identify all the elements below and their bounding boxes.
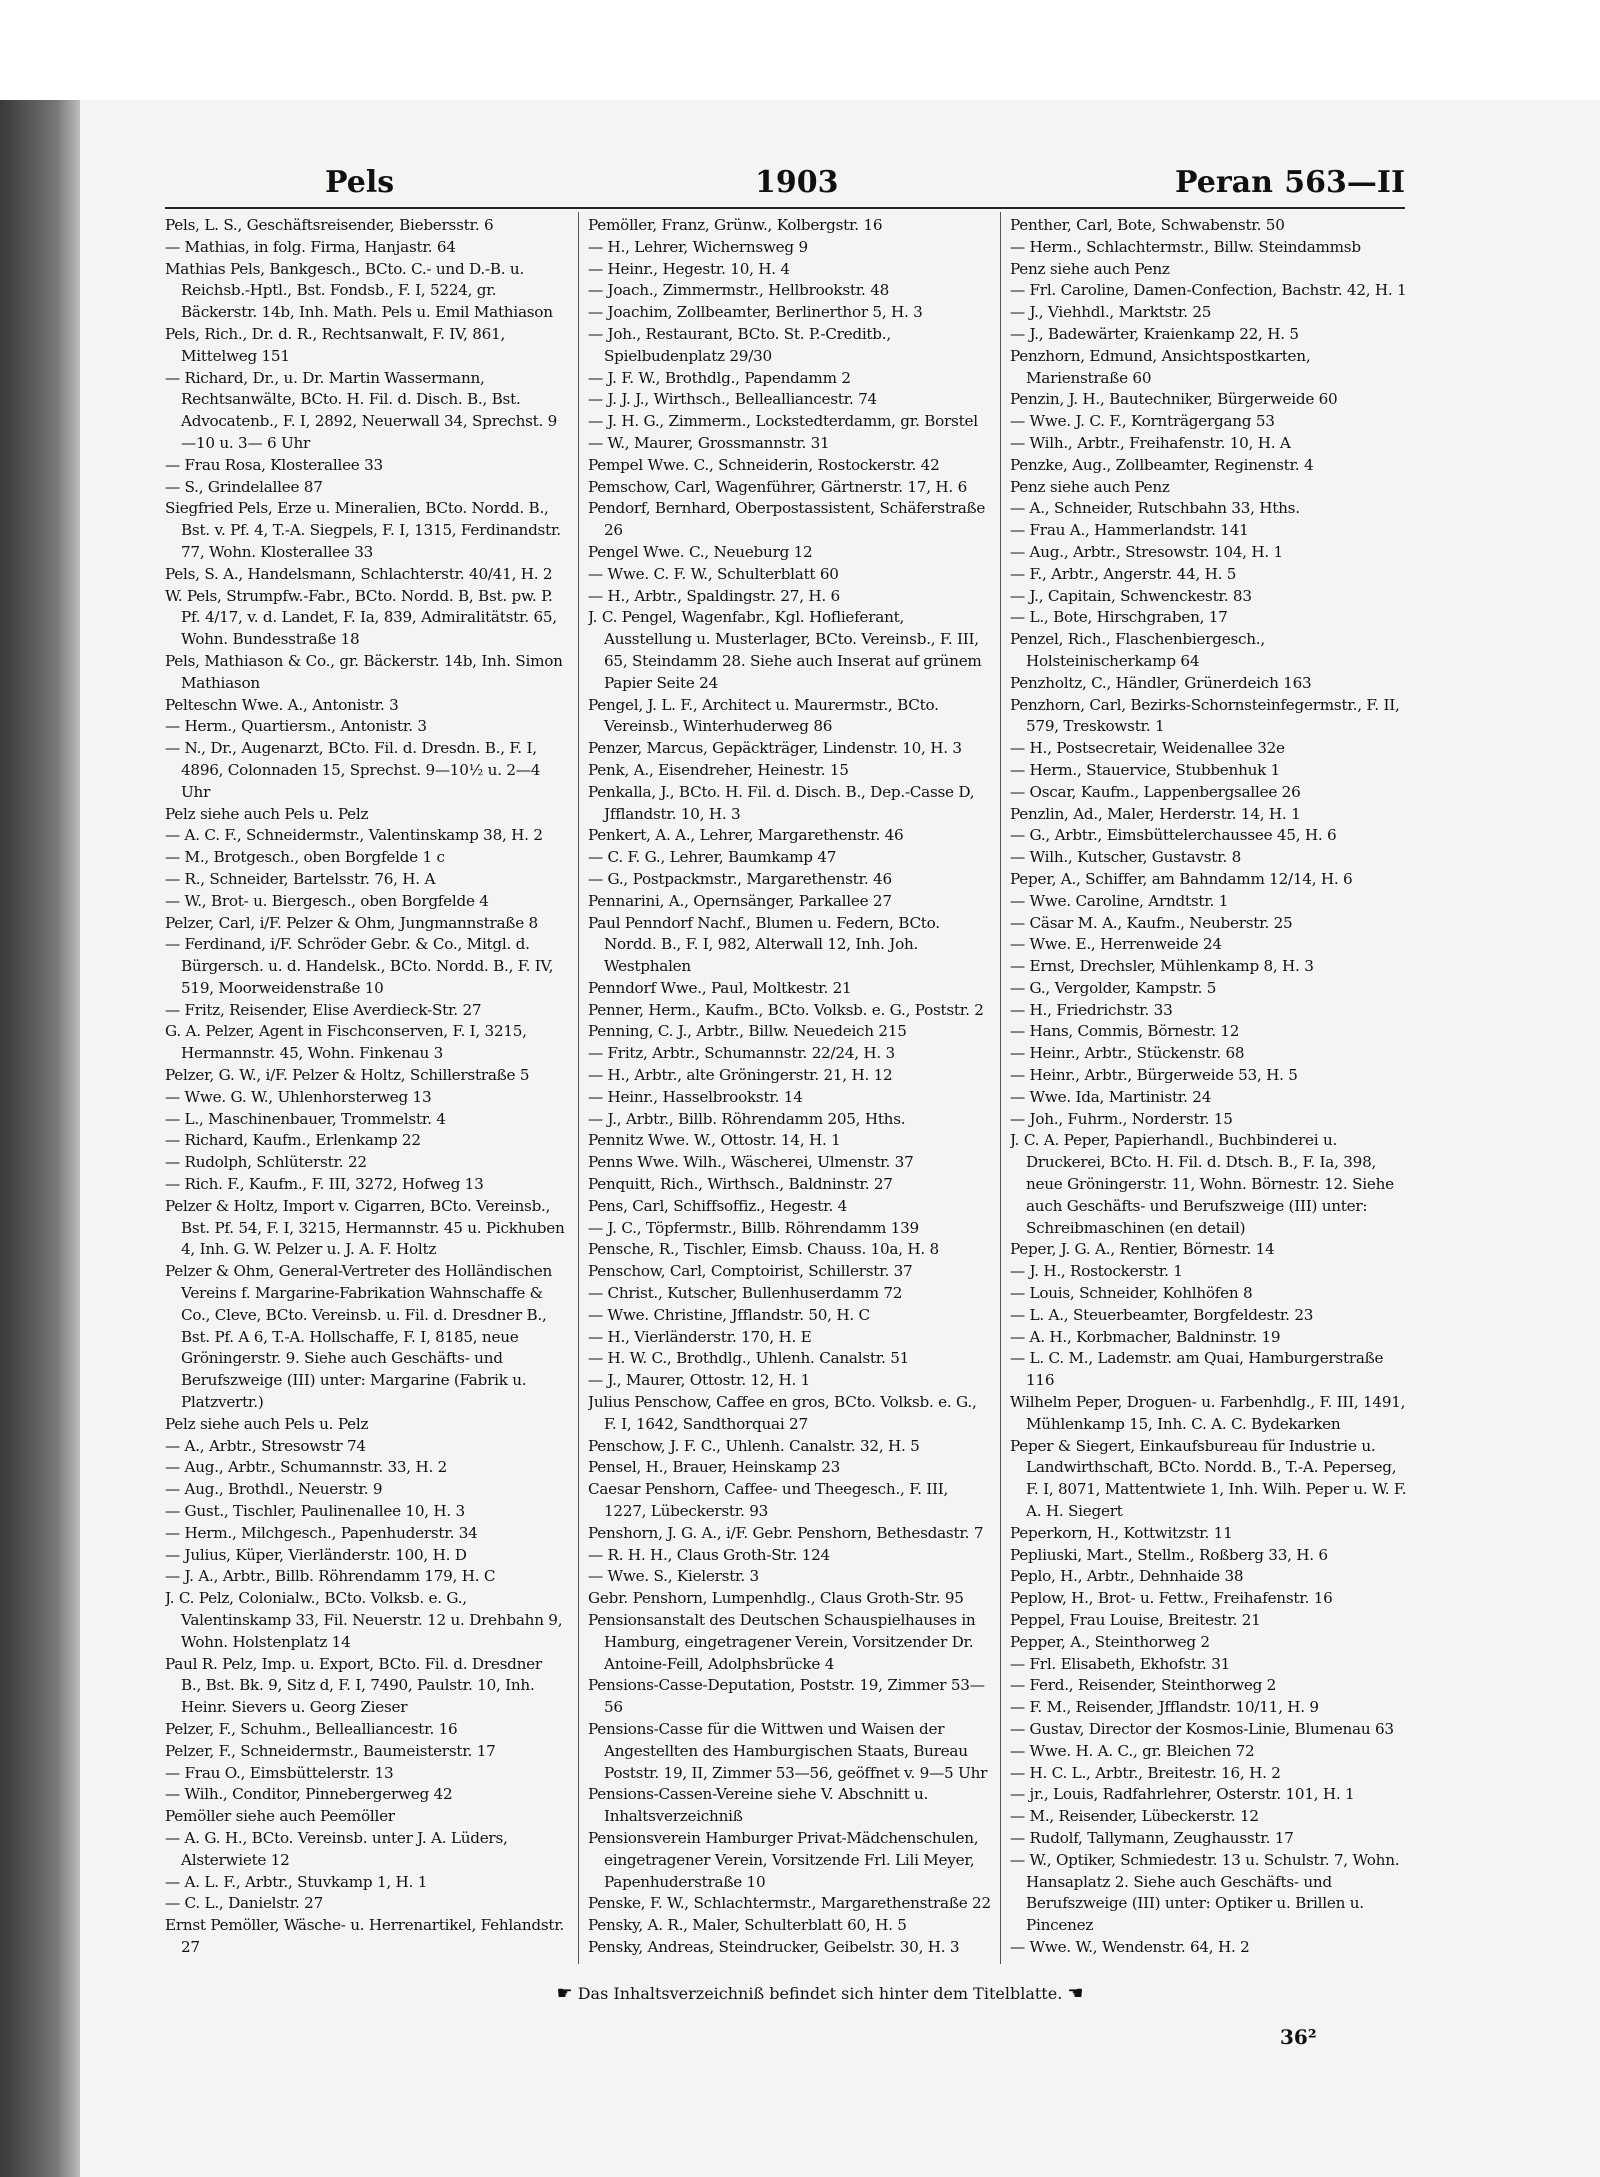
directory-entry: — Aug., Arbtr., Stresowstr. 104, H. 1 bbox=[1010, 542, 1283, 561]
directory-entry: Pengel, J. L. F., Architect u. Maurermstr., BCto. Vereinsb., Winterhuderweg 86 bbox=[588, 695, 939, 736]
directory-entry: — jr., Louis, Radfahrlehrer, Osterstr. 101, H. 1 bbox=[1010, 1785, 1355, 1804]
directory-entry: — Herm., Stauervice, Stubbenhuk 1 bbox=[1010, 760, 1281, 779]
directory-entry: — R., Schneider, Bartelsstr. 76, H. A bbox=[165, 869, 436, 888]
directory-entry: Pensionsverein Hamburger Privat-Mädchenschulen, eingetragener Verein, Vorsitzende Frl. Lili Meyer, Papenhuderstraße 10 bbox=[588, 1828, 979, 1891]
directory-entry: Penns Wwe. Wilh., Wäscherei, Ulmenstr. 37 bbox=[588, 1153, 914, 1172]
directory-entry: Caesar Penshorn, Caffee- und Theegesch., F. III, 1227, Lübeckerstr. 93 bbox=[588, 1480, 949, 1521]
directory-entry: Pelzer, Carl, i/F. Pelzer & Ohm, Jungmannstraße 8 bbox=[165, 913, 538, 932]
directory-entry: Pensche, R., Tischler, Eimsb. Chauss. 10a, H. 8 bbox=[588, 1240, 939, 1259]
directory-entry: — H., Arbtr., alte Gröningerstr. 21, H. 12 bbox=[588, 1066, 893, 1085]
directory-entry: J. C. Pengel, Wagenfabr., Kgl. Hoflieferant, Ausstellung u. Musterlager, BCto. Vereinsb., F. III, 65, Steindamm 28. Siehe auch Inserat auf grünem Papier Seite 24 bbox=[588, 608, 982, 692]
directory-entry: Julius Penschow, Caffee en gros, BCto. Volksb. e. G., F. I, 1642, Sandthorquai 27 bbox=[588, 1393, 977, 1433]
directory-entry: Pelzer & Holtz, Import v. Cigarren, BCto. Vereinsb., Bst. Pf. 54, F. I, 3215, Hermannstr. 45 u. Pickhuben 4, Inh. G. W. Pelzer u. J. A. F. Holtz bbox=[165, 1196, 565, 1259]
directory-entry: Pensions-Casse-Deputation, Poststr. 19, Zimmer 53—56 bbox=[588, 1676, 985, 1717]
directory-entry: — Louis, Schneider, Kohlhöfen 8 bbox=[1010, 1284, 1253, 1303]
footer-note bbox=[470, 1983, 1170, 2009]
directory-entry: — A., Schneider, Rutschbahn 33, Hths. bbox=[1010, 499, 1300, 518]
directory-entry: Pelzer, F., Schneidermstr., Baumeisterstr. 17 bbox=[165, 1741, 496, 1760]
directory-entry: — M., Reisender, Lübeckerstr. 12 bbox=[1010, 1807, 1259, 1826]
directory-entry: — G., Postpackmstr., Margarethenstr. 46 bbox=[588, 869, 892, 888]
directory-entry: Pelz siehe auch Pels u. Pelz bbox=[165, 1414, 369, 1433]
directory-entry: W. Pels, Strumpfw.-Fabr., BCto. Nordd. B, Bst. pw. P. Pf. 4/17, v. d. Landet, F. Ia, 839, Admiralitätstr. 65, Wohn. Bundesstraße 18 bbox=[165, 586, 557, 649]
directory-entry: — Heinr., Hegestr. 10, H. 4 bbox=[588, 259, 790, 278]
directory-entry: — Wilh., Arbtr., Freihafenstr. 10, H. A bbox=[1010, 433, 1291, 452]
directory-entry: — Heinr., Hasselbrookstr. 14 bbox=[588, 1087, 803, 1106]
directory-entry: Penther, Carl, Bote, Schwabenstr. 50 bbox=[1010, 216, 1285, 234]
directory-entry: — Rudolph, Schlüterstr. 22 bbox=[165, 1153, 367, 1172]
directory-entry: — Heinr., Arbtr., Bürgerweide 53, H. 5 bbox=[1010, 1066, 1298, 1085]
directory-entry: — Joh., Restaurant, BCto. St. P.-Creditb., Spielbudenplatz 29/30 bbox=[588, 324, 891, 365]
pointing-hand-left-icon: ☚ bbox=[1067, 1983, 1084, 2004]
directory-entry: Penzhorn, Carl, Bezirks-Schornsteinfegermstr., F. II, 579, Treskowstr. 1 bbox=[1010, 695, 1400, 736]
directory-entry: — Ernst, Drechsler, Mühlenkamp 8, H. 3 bbox=[1010, 957, 1314, 976]
directory-entry: — A., Arbtr., Stresowstr 74 bbox=[165, 1436, 366, 1455]
directory-entry: Mathias Pels, Bankgesch., BCto. C.- und D.-B. u. Reichsb.-Hptl., Bst. Fondsb., F. I, 5224, gr. Bäckerstr. 14b, Inh. Math. Pels u. Emil Mathiason bbox=[165, 259, 553, 322]
column-divider-1 bbox=[578, 212, 579, 1964]
directory-entry: — Heinr., Arbtr., Stückenstr. 68 bbox=[1010, 1044, 1245, 1063]
directory-entry: Pendorf, Bernhard, Oberpostassistent, Schäferstraße 26 bbox=[588, 499, 986, 540]
directory-entry: — H., Lehrer, Wichernsweg 9 bbox=[588, 237, 808, 256]
directory-entry: Pels, L. S., Geschäftsreisender, Biebersstr. 6 bbox=[165, 216, 494, 234]
directory-entry: — Joachim, Zollbeamter, Berlinerthor 5, H. 3 bbox=[588, 303, 923, 322]
directory-entry: Gebr. Penshorn, Lumpenhdlg., Claus Groth-Str. 95 bbox=[588, 1589, 964, 1608]
directory-entry: Penzin, J. H., Bautechniker, Bürgerweide 60 bbox=[1010, 390, 1338, 409]
directory-entry: Pemschow, Carl, Wagenführer, Gärtnerstr. 17, H. 6 bbox=[588, 477, 967, 496]
directory-entry: — Joach., Zimmermstr., Hellbrookstr. 48 bbox=[588, 281, 890, 300]
directory-entry: — Wwe. Christine, Jfflandstr. 50, H. C bbox=[588, 1305, 870, 1324]
directory-entry: Pens, Carl, Schiffsoffiz., Hegestr. 4 bbox=[588, 1196, 848, 1215]
directory-entry: — J., Badewärter, Kraienkamp 22, H. 5 bbox=[1010, 324, 1299, 343]
directory-entry: — G., Arbtr., Eimsbüttelerchaussee 45, H. 6 bbox=[1010, 826, 1337, 845]
directory-entry: — Aug., Brothdl., Neuerstr. 9 bbox=[165, 1480, 383, 1499]
directory-column-1 bbox=[165, 215, 565, 1960]
directory-entry: Penndorf Wwe., Paul, Moltkestr. 21 bbox=[588, 978, 852, 997]
directory-entry: Pels, Rich., Dr. d. R., Rechtsanwalt, F. IV, 861, Mittelweg 151 bbox=[165, 324, 506, 365]
directory-entry: Pensions-Cassen-Vereine siehe V. Abschnitt u. Inhaltsverzeichniß bbox=[588, 1785, 929, 1826]
directory-entry: Wilhelm Peper, Droguen- u. Farbenhdlg., F. III, 1491, Mühlenkamp 15, Inh. C. A. C. Bydekarken bbox=[1010, 1393, 1406, 1433]
directory-entry: — Richard, Kaufm., Erlenkamp 22 bbox=[165, 1131, 421, 1150]
signature-mark: 36² bbox=[1280, 2025, 1317, 2049]
directory-entry: — Rudolf, Tallymann, Zeughausstr. 17 bbox=[1010, 1828, 1294, 1847]
directory-entry: — Joh., Fuhrm., Norderstr. 15 bbox=[1010, 1109, 1233, 1128]
directory-entry: — M., Brotgesch., oben Borgfelde 1 c bbox=[165, 848, 445, 867]
directory-entry: — Ferd., Reisender, Steinthorweg 2 bbox=[1010, 1676, 1277, 1695]
directory-entry: Penschow, Carl, Comptoirist, Schillerstr. 37 bbox=[588, 1262, 913, 1281]
directory-entry bbox=[588, 1959, 993, 1960]
header-last-name: Peran bbox=[1175, 165, 1273, 200]
directory-entry: — Wwe. W., Wendenstr. 64, H. 2 bbox=[1010, 1937, 1250, 1956]
directory-entry: Paul R. Pelz, Imp. u. Export, BCto. Fil. d. Dresdner B., Bst. Bk. 9, Sitz d, F. I, 7490, Paulstr. 10, Inh. Heinr. Sievers u. Georg Zieser bbox=[165, 1654, 542, 1717]
directory-entry: Penzhorn, Edmund, Ansichtspostkarten, Marienstraße 60 bbox=[1010, 346, 1311, 387]
directory-entry: — L. A., Steuerbeamter, Borgfeldestr. 23 bbox=[1010, 1305, 1314, 1324]
directory-entry: — Wwe. C. F. W., Schulterblatt 60 bbox=[588, 564, 839, 583]
directory-entry: Penz siehe auch Penz bbox=[1010, 477, 1170, 496]
directory-entry: Pensionsanstalt des Deutschen Schauspielhauses in Hamburg, eingetragener Verein, Vorsitzender Dr. Antoine-Feill, Adolphsbrücke 4 bbox=[588, 1611, 976, 1673]
directory-entry bbox=[1010, 1959, 1410, 1960]
directory-entry: Penzlin, Ad., Maler, Herderstr. 14, H. 1 bbox=[1010, 804, 1301, 823]
directory-entry: Peper, J. G. A., Rentier, Börnestr. 14 bbox=[1010, 1240, 1275, 1259]
directory-entry: Peppel, Frau Louise, Breitestr. 21 bbox=[1010, 1611, 1261, 1629]
directory-entry: — J. H. G., Zimmerm., Lockstedterdamm, gr. Borstel bbox=[588, 412, 978, 431]
directory-entry: Pensel, H., Brauer, Heinskamp 23 bbox=[588, 1458, 841, 1477]
directory-entry: — C. F. G., Lehrer, Baumkamp 47 bbox=[588, 848, 837, 867]
directory-entry: — Wilh., Conditor, Pinnebergerweg 42 bbox=[165, 1785, 453, 1804]
directory-entry: Pemöller, Franz, Grünw., Kolbergstr. 16 bbox=[588, 216, 883, 234]
directory-entry: — Frl. Elisabeth, Ekhofstr. 31 bbox=[1010, 1654, 1231, 1673]
directory-entry: — Wwe. Caroline, Arndtstr. 1 bbox=[1010, 891, 1229, 910]
directory-entry: Penzholtz, C., Händler, Grünerdeich 163 bbox=[1010, 673, 1312, 692]
directory-entry: Siegfried Pels, Erze u. Mineralien, BCto. Nordd. B., Bst. v. Pf. 4, T.-A. Siegpels, F. I, 1315, Ferdinandstr. 77, Wohn. Klosterallee 33 bbox=[165, 499, 561, 561]
header-first-name: Pels bbox=[325, 165, 395, 200]
directory-entry: — J., Capitain, Schwenckestr. 83 bbox=[1010, 586, 1252, 605]
directory-entry: Pensions-Casse für die Wittwen und Waisen der Angestellten des Hamburgischen Staats, Bureau Poststr. 19, II, Zimmer 53—56, geöffnet v. 9—5 Uhr bbox=[588, 1719, 988, 1782]
directory-entry: — L., Maschinenbauer, Trommelstr. 4 bbox=[165, 1109, 446, 1128]
directory-entry: Pensky, A. R., Maler, Schulterblatt 60, H. 5 bbox=[588, 1916, 907, 1935]
column-divider-2 bbox=[1000, 212, 1001, 1964]
directory-entry: — Herm., Milchgesch., Papenhuderstr. 34 bbox=[165, 1523, 478, 1542]
directory-entry: — H. W. C., Brothdlg., Uhlenh. Canalstr. 51 bbox=[588, 1349, 910, 1368]
directory-entry: — Frl. Caroline, Damen-Confection, Bachstr. 42, H. 1 bbox=[1010, 281, 1407, 300]
directory-entry: Pelzer, G. W., i/F. Pelzer & Holtz, Schillerstraße 5 bbox=[165, 1066, 530, 1085]
directory-entry: Penzke, Aug., Zollbeamter, Reginenstr. 4 bbox=[1010, 455, 1314, 474]
header-page-number: 563—II bbox=[1284, 165, 1405, 200]
directory-entry: Penschow, J. F. C., Uhlenh. Canalstr. 32, H. 5 bbox=[588, 1436, 920, 1455]
directory-entry: — Aug., Arbtr., Schumannstr. 33, H. 2 bbox=[165, 1458, 448, 1477]
directory-entry: Pels, Mathiason & Co., gr. Bäckerstr. 14b, Inh. Simon Mathiason bbox=[165, 651, 563, 692]
directory-entry: Penkert, A. A., Lehrer, Margarethenstr. 46 bbox=[588, 826, 904, 845]
directory-entry: Penning, C. J., Arbtr., Billw. Neuedeich 215 bbox=[588, 1022, 907, 1041]
scan-binding-edge bbox=[0, 100, 80, 2177]
directory-entry: Peplo, H., Arbtr., Dehnhaide 38 bbox=[1010, 1567, 1244, 1586]
directory-entry: Pemöller siehe auch Peemöller bbox=[165, 1807, 395, 1826]
directory-entry: — Gust., Tischler, Paulinenallee 10, H. 3 bbox=[165, 1502, 465, 1521]
directory-entry: — Wwe. G. W., Uhlenhorsterweg 13 bbox=[165, 1087, 432, 1106]
directory-entry: G. A. Pelzer, Agent in Fischconserven, F. I, 3215, Hermannstr. 45, Wohn. Finkenau 3 bbox=[165, 1022, 527, 1063]
directory-entry: — Richard, Dr., u. Dr. Martin Wassermann, Rechtsanwälte, BCto. H. Fil. d. Disch. B., Bst. Advocatenb., F. I, 2892, Neuerwall 34, Sprechst. 9—10 u. 3— 6 Uhr bbox=[165, 368, 558, 452]
directory-entry: Penzel, Rich., Flaschenbiergesch., Holsteinischerkamp 64 bbox=[1010, 630, 1265, 670]
directory-entry: Pelz siehe auch Pels u. Pelz bbox=[165, 804, 369, 823]
directory-entry: — Frau Rosa, Klosterallee 33 bbox=[165, 455, 383, 474]
directory-entry: — Wwe. J. C. F., Kornträgergang 53 bbox=[1010, 412, 1275, 431]
directory-entry: — J. A., Arbtr., Billb. Röhrendamm 179, H. C bbox=[165, 1567, 496, 1586]
directory-entry: Paul Penndorf Nachf., Blumen u. Federn, BCto. Nordd. B., F. I, 982, Alterwall 12, Inh. Joh. Westphalen bbox=[588, 913, 940, 976]
directory-entry: — Gustav, Director der Kosmos-Linie, Blumenau 63 bbox=[1010, 1719, 1394, 1738]
directory-entry: — Cäsar M. A., Kaufm., Neuberstr. 25 bbox=[1010, 913, 1293, 932]
directory-entry: Pels, S. A., Handelsmann, Schlachterstr. 40/41, H. 2 bbox=[165, 564, 553, 583]
directory-entry: — J. C., Töpfermstr., Billb. Röhrendamm 139 bbox=[588, 1218, 919, 1237]
directory-entry: Penzer, Marcus, Gepäckträger, Lindenstr. 10, H. 3 bbox=[588, 739, 962, 758]
directory-entry: — H., Vierländerstr. 170, H. E bbox=[588, 1327, 812, 1346]
directory-entry: Pennarini, A., Opernsänger, Parkallee 27 bbox=[588, 891, 892, 910]
directory-entry: — H., Arbtr., Spaldingstr. 27, H. 6 bbox=[588, 586, 840, 605]
directory-entry: — J. F. W., Brothdlg., Papendamm 2 bbox=[588, 368, 851, 387]
directory-entry: — Wwe. S., Kielerstr. 3 bbox=[588, 1567, 759, 1586]
directory-entry: — Frau A., Hammerlandstr. 141 bbox=[1010, 521, 1249, 540]
directory-entry: Penshorn, J. G. A., i/F. Gebr. Penshorn, Bethesdastr. 7 bbox=[588, 1523, 984, 1542]
directory-entry: — L., Bote, Hirschgraben, 17 bbox=[1010, 608, 1228, 627]
directory-entry: — G., Vergolder, Kampstr. 5 bbox=[1010, 978, 1217, 997]
directory-entry: Pelzer & Ohm, General-Vertreter des Holländischen Vereins f. Margarine-Fabrikation Wahnschaffe & Co., Cleve, BCto. Vereinsb. u. Fil. d. Dresdner B., Bst. Pf. A 6, T.-A. Hollschaffe, F. I, 8185, neue Gröningerstr. 9. Siehe auch Geschäfts- und Berufszweige (III) unter: Margarine (Fabrik u. Platzvertr.) bbox=[165, 1262, 552, 1412]
directory-entry: — H., Postsecretair, Weidenallee 32e bbox=[1010, 739, 1285, 758]
directory-entry: Peper, A., Schiffer, am Bahndamm 12/14, H. 6 bbox=[1010, 869, 1353, 888]
header-year: 1903 bbox=[755, 165, 839, 200]
directory-entry: — Christ., Kutscher, Bullenhuserdamm 72 bbox=[588, 1284, 903, 1303]
directory-entry: Penquitt, Rich., Wirthsch., Baldninstr. 27 bbox=[588, 1175, 893, 1194]
directory-entry: — Oscar, Kaufm., Lappenbergsallee 26 bbox=[1010, 782, 1301, 801]
directory-entry: Pengel Wwe. C., Neueburg 12 bbox=[588, 542, 813, 561]
directory-entry: Pelzer, F., Schuhm., Bellealliancestr. 16 bbox=[165, 1719, 458, 1738]
directory-entry: — A. C. F., Schneidermstr., Valentinskamp 38, H. 2 bbox=[165, 826, 543, 845]
directory-entry: J. C. A. Peper, Papierhandl., Buchbinderei u. Druckerei, BCto. H. Fil. d. Dtsch. B., F. Ia, 398, neue Gröningerstr. 11, Wohn. Börnestr. 12. Siehe auch Geschäfts- und Berufszweige (III) unter: Schreibmaschinen (en detail) bbox=[1010, 1131, 1394, 1237]
directory-entry: — Hans, Commis, Börnestr. 12 bbox=[1010, 1022, 1240, 1041]
directory-entry: J. C. Pelz, Colonialw., BCto. Volksb. e. G., Valentinskamp 33, Fil. Neuerstr. 12 u. Drehbahn 9, Wohn. Holstenplatz 14 bbox=[165, 1589, 563, 1651]
directory-entry: — Wwe. E., Herrenweide 24 bbox=[1010, 935, 1222, 954]
directory-entry: — Frau O., Eimsbüttelerstr. 13 bbox=[165, 1763, 394, 1782]
directory-entry: — Herm., Schlachtermstr., Billw. Steindammsb bbox=[1010, 237, 1361, 256]
directory-entry: — W., Brot- u. Biergesch., oben Borgfelde 4 bbox=[165, 891, 489, 910]
directory-entry: Peper & Siegert, Einkaufsbureau für Industrie u. Landwirthschaft, BCto. Nordd. B., T.-A. Peperseg, F. I, 8071, Mattentwiete 1, Inh. Wilh. Peper u. W. F. A. H. Siegert bbox=[1010, 1436, 1407, 1521]
directory-entry: — J., Viehhdl., Marktstr. 25 bbox=[1010, 303, 1212, 322]
directory-entry: — C. L., Danielstr. 27 bbox=[165, 1894, 324, 1913]
directory-entry: — Rich. F., Kaufm., F. III, 3272, Hofweg 13 bbox=[165, 1175, 484, 1194]
directory-entry: — Julius, Küper, Vierländerstr. 100, H. D bbox=[165, 1545, 467, 1564]
directory-entry: — A. G. H., BCto. Vereinsb. unter J. A. Lüders, Alsterwiete 12 bbox=[165, 1828, 508, 1869]
header-rule bbox=[165, 207, 1405, 209]
directory-entry: — H. C. L., Arbtr., Breitestr. 16, H. 2 bbox=[1010, 1763, 1281, 1782]
directory-entry: Penk, A., Eisendreher, Heinestr. 15 bbox=[588, 760, 849, 779]
directory-entry: — A. H., Korbmacher, Baldninstr. 19 bbox=[1010, 1327, 1281, 1346]
directory-entry: — Wwe. Ida, Martinistr. 24 bbox=[1010, 1087, 1212, 1106]
directory-entry: — F., Arbtr., Angerstr. 44, H. 5 bbox=[1010, 564, 1237, 583]
directory-entry: — Fritz, Arbtr., Schumannstr. 22/24, H. 3 bbox=[588, 1044, 895, 1063]
directory-column-2 bbox=[588, 215, 993, 1960]
directory-entry: — Fritz, Reisender, Elise Averdieck-Str. 27 bbox=[165, 1000, 482, 1019]
directory-entry: Pepliuski, Mart., Stellm., Roßberg 33, H. 6 bbox=[1010, 1545, 1328, 1564]
pointing-hand-right-icon: ☛ bbox=[556, 1983, 573, 2004]
directory-entry: — J., Arbtr., Billb. Röhrendamm 205, Hths. bbox=[588, 1109, 906, 1128]
footer-text: Das Inhaltsverzeichniß befindet sich hinter dem Titelblatte. bbox=[577, 1984, 1063, 2003]
running-header bbox=[165, 165, 1405, 205]
directory-entry: — N., Dr., Augenarzt, BCto. Fil. d. Dresdn. B., F. I, 4896, Colonnaden 15, Sprechst. 9—10½ u. 2—4 Uhr bbox=[165, 739, 541, 801]
directory-entry: — L. C. M., Lademstr. am Quai, Hamburgerstraße 116 bbox=[1010, 1349, 1384, 1390]
directory-entry: — H., Friedrichstr. 33 bbox=[1010, 1000, 1173, 1019]
directory-entry: Penkalla, J., BCto. H. Fil. d. Disch. B., Dep.-Casse D, Jfflandstr. 10, H. 3 bbox=[588, 782, 975, 823]
directory-entry: Pempel Wwe. C., Schneiderin, Rostockerstr. 42 bbox=[588, 455, 940, 474]
directory-entry: — A. L. F., Arbtr., Stuvkamp 1, H. 1 bbox=[165, 1872, 428, 1891]
directory-entry: Ernst Pemöller, Wäsche- u. Herrenartikel, Fehlandstr. 27 bbox=[165, 1916, 565, 1956]
directory-entry: — Mathias, in folg. Firma, Hanjastr. 64 bbox=[165, 237, 456, 256]
directory-entry: — J. J. J., Wirthsch., Bellealliancestr. 74 bbox=[588, 390, 877, 409]
directory-entry: — Wilh., Kutscher, Gustavstr. 8 bbox=[1010, 848, 1242, 867]
directory-entry: Penner, Herm., Kaufm., BCto. Volksb. e. G., Poststr. 2 bbox=[588, 1000, 984, 1019]
directory-entry: — W., Maurer, Grossmannstr. 31 bbox=[588, 433, 830, 452]
directory-entry: — R. H. H., Claus Groth-Str. 124 bbox=[588, 1545, 830, 1564]
directory-entry: — J. H., Rostockerstr. 1 bbox=[1010, 1262, 1183, 1281]
directory-entry: — Ferdinand, i/F. Schröder Gebr. & Co., Mitgl. d. Bürgersch. u. d. Handelsk., BCto. Nordd. B., F. IV, 519, Moorweidenstraße 10 bbox=[165, 935, 554, 997]
directory-entry: Pensky, Andreas, Steindrucker, Geibelstr. 30, H. 3 bbox=[588, 1937, 960, 1956]
directory-entry: — F. M., Reisender, Jfflandstr. 10/11, H. 9 bbox=[1010, 1698, 1319, 1717]
directory-entry: — Wwe. H. A. C., gr. Bleichen 72 bbox=[1010, 1741, 1255, 1760]
directory-entry: — J., Maurer, Ottostr. 12, H. 1 bbox=[588, 1371, 811, 1390]
directory-entry: Peperkorn, H., Kottwitzstr. 11 bbox=[1010, 1523, 1233, 1542]
directory-entry: Penz siehe auch Penz bbox=[1010, 259, 1170, 278]
directory-entry: Pelteschn Wwe. A., Antonistr. 3 bbox=[165, 695, 399, 714]
directory-entry: Peplow, H., Brot- u. Fettw., Freihafenstr. 16 bbox=[1010, 1589, 1333, 1608]
directory-entry: — S., Grindelallee 87 bbox=[165, 477, 323, 496]
directory-entry: — Herm., Quartiersm., Antonistr. 3 bbox=[165, 717, 427, 736]
directory-entry: Pennitz Wwe. W., Ottostr. 14, H. 1 bbox=[588, 1131, 841, 1150]
directory-entry: — W., Optiker, Schmiedestr. 13 u. Schulstr. 7, Wohn. Hansaplatz 2. Siehe auch Geschäfts- und Berufszweige (III) unter: Optiker u. Brillen u. Pincenez bbox=[1010, 1850, 1400, 1935]
directory-entry: Pepper, A., Steinthorweg 2 bbox=[1010, 1632, 1210, 1651]
directory-column-3 bbox=[1010, 215, 1410, 1960]
directory-entry: Penske, F. W., Schlachtermstr., Margarethenstraße 22 bbox=[588, 1894, 991, 1913]
